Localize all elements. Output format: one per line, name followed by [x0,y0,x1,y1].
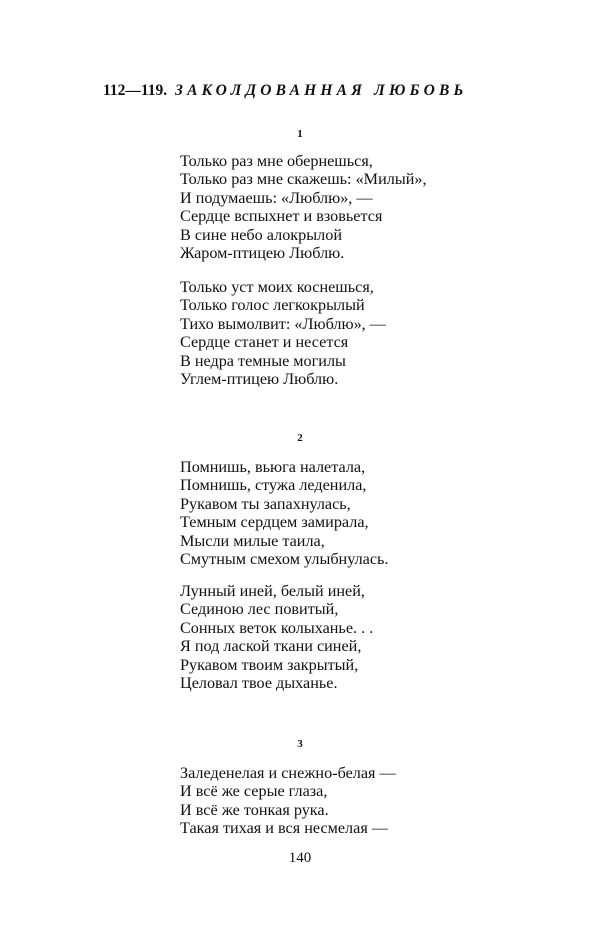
verse-line: Помнишь, стужа леденила, [180,476,367,495]
verse-line: Только раз мне скажешь: «Милый», [180,170,427,189]
verse-line: Рукавом ты запахнулась, [180,494,351,513]
verse-line: Углем-птицею Люблю. [180,369,339,388]
stanza-2-1 [180,458,388,568]
verse-line: Сердце станет и несется [180,333,349,352]
verse-line: Заледенелая и снежно-белая — [180,764,396,782]
verse-line: В сине небо алокрылой [180,225,342,244]
verse-line: И всё же серые глаза, [180,782,328,801]
part-number-3: 3 [297,738,303,750]
verse-line: Смутным смехом улыбнулась. [180,549,389,568]
verse-line: Только голос легкокрылый [180,296,365,315]
verse-line: Тихо вымолвит: «Люблю», — [180,314,386,333]
poem-number-range: 112—119. [103,82,168,99]
verse-line: Лунный иней, белый иней, [180,582,365,600]
verse-line: Мысли милые таила, [180,531,325,550]
part-number-2: 2 [297,432,303,444]
verse-line: Только раз мне обернешься, [180,152,373,170]
part-number-1: 1 [297,128,303,140]
poem-title: ЗАКОЛДОВАННАЯ ЛЮБОВЬ [175,82,468,99]
verse-line: Темным сердцем замирала, [180,513,369,532]
verse-line: Такая тихая и вся несмелая — [180,819,389,838]
verse-line: Жаром-птицею Люблю. [180,243,345,262]
verse-line: Помнишь, вьюга налетала, [180,458,366,476]
verse-line: Рукавом твоим закрытый, [180,655,359,674]
verse-line: Только уст моих коснешься, [180,278,374,296]
poem-header [103,82,468,100]
page-number: 140 [288,850,312,866]
stanza-1-1 [180,152,427,262]
stanza-1-2 [180,278,386,388]
verse-line: И подумаешь: «Люблю», — [180,188,373,207]
stanza-2-2 [180,582,373,692]
verse-line: Целовал твое дыханье. [180,673,338,692]
verse-line: Сонных веток колыханье. . . [180,618,374,637]
verse-line: И всё же тонкая рука. [180,800,329,819]
verse-line: Я под лаской ткани синей, [180,637,362,656]
verse-line: Сединою лес повитый, [180,600,339,619]
verse-line: В недра темные могилы [180,351,346,370]
stanza-3-1 [180,764,396,838]
verse-line: Сердце вспыхнет и взовьется [180,207,383,226]
